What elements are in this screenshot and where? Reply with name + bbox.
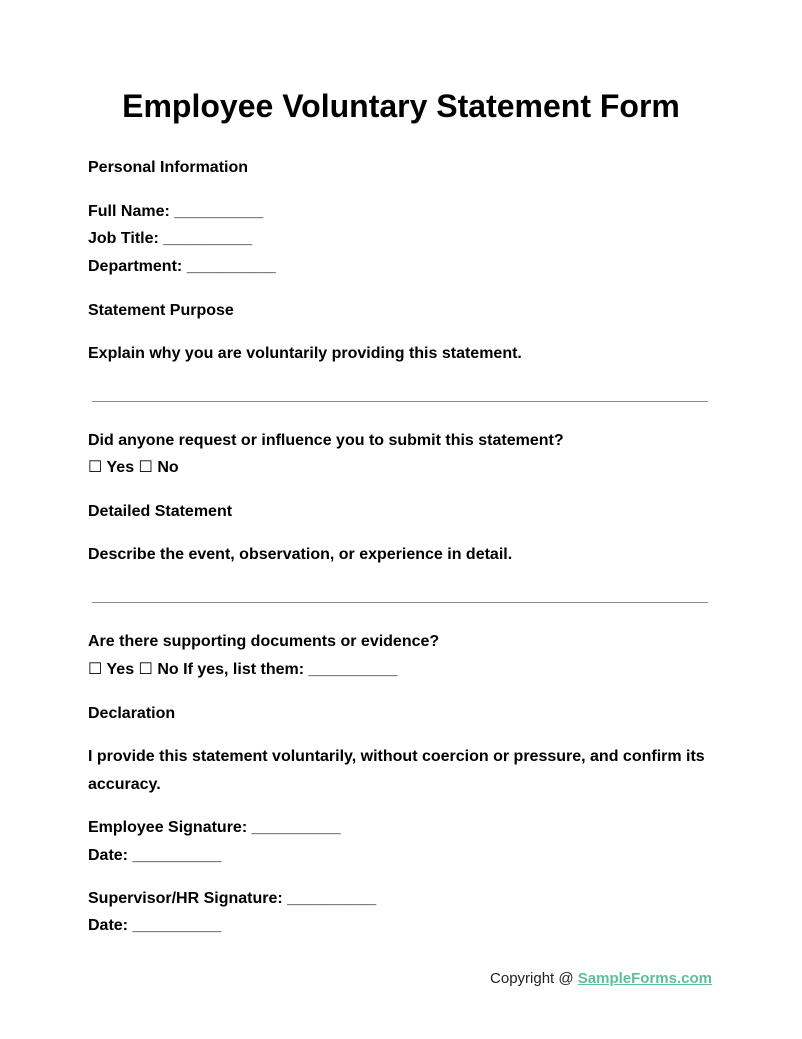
job-title-field[interactable]: __________	[163, 230, 253, 247]
declaration-heading: Declaration	[88, 705, 176, 722]
purpose-prompt: Explain why you are voluntarily providing this statement.	[88, 345, 522, 362]
detailed-answer-line[interactable]	[92, 602, 708, 603]
department-row	[88, 256, 276, 278]
employee-signature-label: Employee Signature:	[88, 819, 248, 836]
declaration-text: I provide this statement voluntarily, without coercion or pressure, and confirm its accuracy.	[88, 748, 705, 793]
copyright-text: Copyright @	[490, 970, 578, 987]
supervisor-date-label: Date:	[88, 917, 129, 934]
evidence-yes-checkbox[interactable]: ☐	[88, 661, 103, 678]
job-title-row	[88, 228, 252, 250]
supervisor-date-row	[88, 915, 221, 937]
detailed-prompt: Describe the event, observation, or experience in detail.	[88, 546, 513, 563]
supervisor-signature-field[interactable]: __________	[287, 890, 377, 907]
supervisor-signature-row	[88, 888, 376, 910]
supervisor-signature-label: Supervisor/HR Signature:	[88, 890, 283, 907]
evidence-no-label: No If yes, list them:	[157, 661, 305, 678]
page-title: Employee Voluntary Statement Form	[122, 88, 680, 124]
influence-no-checkbox[interactable]: ☐	[138, 459, 153, 476]
influence-yes-label: Yes	[106, 459, 135, 476]
influence-question: Did anyone request or influence you to submit this statement?	[88, 432, 564, 449]
personal-info-heading: Personal Information	[88, 159, 249, 176]
evidence-list-field[interactable]: __________	[308, 661, 398, 678]
department-label: Department:	[88, 258, 183, 275]
influence-no-label: No	[157, 459, 179, 476]
employee-date-field[interactable]: __________	[132, 847, 222, 864]
full-name-field[interactable]: __________	[174, 203, 264, 220]
sampleforms-link[interactable]: SampleForms.com	[577, 970, 712, 987]
full-name-row	[88, 201, 263, 223]
employee-signature-row	[88, 817, 341, 839]
job-title-label: Job Title:	[88, 230, 159, 247]
statement-purpose-heading: Statement Purpose	[88, 302, 234, 319]
influence-yes-checkbox[interactable]: ☐	[88, 459, 103, 476]
copyright-footer	[490, 968, 712, 990]
employee-date-row	[88, 845, 221, 867]
department-field[interactable]: __________	[186, 258, 276, 275]
evidence-options	[88, 659, 397, 681]
evidence-yes-label: Yes	[106, 661, 135, 678]
evidence-question: Are there supporting documents or evidence?	[88, 633, 440, 650]
employee-signature-field[interactable]: __________	[251, 819, 341, 836]
employee-date-label: Date:	[88, 847, 129, 864]
purpose-answer-line[interactable]	[92, 401, 708, 402]
detailed-statement-heading: Detailed Statement	[88, 503, 233, 520]
full-name-label: Full Name:	[88, 203, 170, 220]
influence-options	[88, 457, 179, 479]
evidence-no-checkbox[interactable]: ☐	[138, 661, 153, 678]
supervisor-date-field[interactable]: __________	[132, 917, 222, 934]
